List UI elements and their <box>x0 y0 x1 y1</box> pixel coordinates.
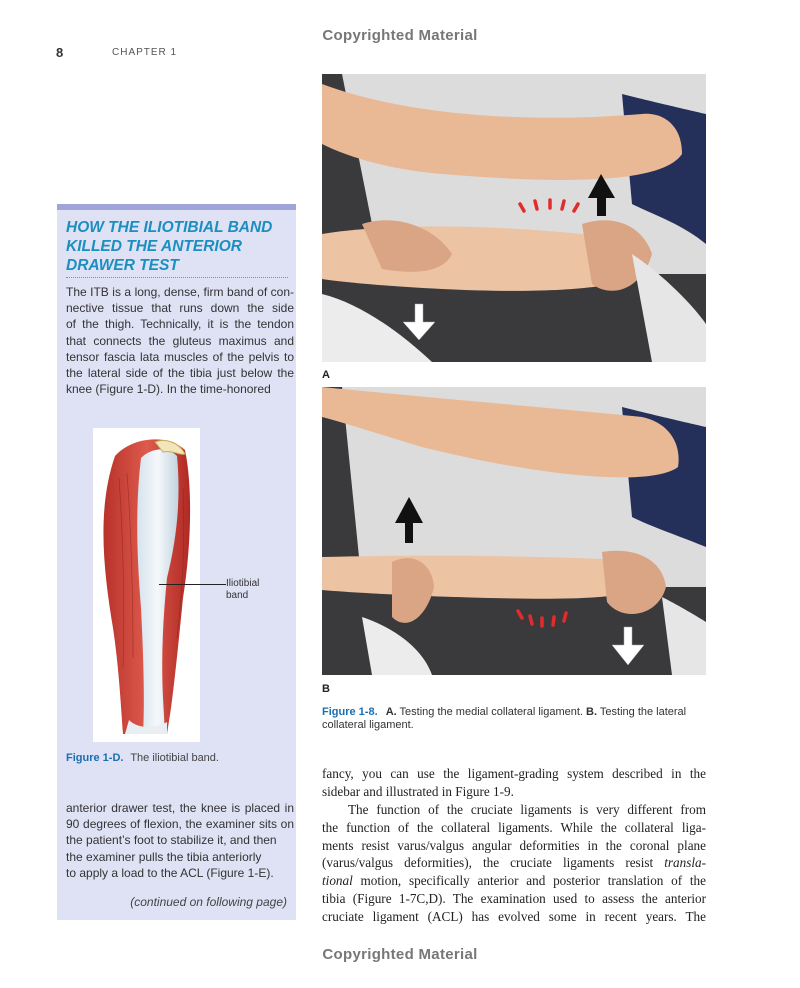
photo-lateral-collateral-test <box>322 387 706 675</box>
text-line: tibia (Figure 1-7C,D). The examination used to assess the anterior <box>322 890 706 906</box>
caption-a-letter: A. <box>385 706 397 718</box>
text-fragment: (varus/valgus deformities), the cruciate ligaments resist <box>322 855 654 871</box>
text-line: knee (Figure 1-D). In the time-honored <box>66 382 271 397</box>
text-line <box>322 854 706 872</box>
panel-b-label: B <box>322 683 330 695</box>
sidebar-paragraph-continued <box>66 800 294 881</box>
italic-fragment: transla- <box>664 855 707 871</box>
figure-1-8-caption <box>322 706 706 732</box>
figure-1d-label: Figure 1-D. <box>66 752 124 764</box>
sidebar-box <box>57 204 296 920</box>
sidebar-top-bar <box>57 204 296 210</box>
text-line: the patient’s foot to stabilize it, and then <box>66 833 277 848</box>
text-line: that connects the gluteus maximus and <box>66 333 294 348</box>
callout-text-line: Iliotibial <box>226 578 260 589</box>
copyright-watermark-bottom: Copyrighted Material <box>322 946 478 963</box>
text-line: of the thigh. Technically, it is the tendon <box>66 317 294 332</box>
figure-1d-caption-text: The iliotibial band. <box>130 752 219 764</box>
italic-fragment: tional <box>322 873 353 889</box>
copyright-watermark-top: Copyrighted Material <box>322 27 478 44</box>
caption-a-text: Testing the medial collateral ligament. <box>399 706 583 718</box>
callout-text-line: band <box>226 590 249 601</box>
photo-medial-collateral-test <box>322 74 706 362</box>
text-line: sidebar and illustrated in Figure 1-9. <box>322 783 514 799</box>
figure-1-8-label: Figure 1-8. <box>322 706 378 718</box>
text-line: the examiner pulls the tibia anteriorly <box>66 849 262 864</box>
sidebar-divider <box>66 277 288 278</box>
text-fragment: motion, specifically anterior and posterior translation of the <box>360 873 706 889</box>
text-line: The ITB is a long, dense, firm band of con- <box>66 285 294 299</box>
text-line: 90 degrees of flexion, the examiner sits on <box>66 817 294 832</box>
figure-1d-caption <box>66 752 219 764</box>
text-line: tensor fascia lata muscles of the pelvis to <box>66 349 294 364</box>
text-line: ments resist varus/valgus angular deformities in the coronal plane <box>322 837 706 853</box>
text-line: to apply a load to the ACL (Figure 1-E). <box>66 865 274 880</box>
text-line: fancy, you can use the ligament-grading system described in the <box>322 766 706 781</box>
sidebar-paragraph <box>66 284 294 397</box>
iliotibial-band-illustration <box>93 428 200 742</box>
body-paragraph <box>322 765 706 801</box>
chapter-label: CHAPTER 1 <box>112 47 178 58</box>
body-paragraph <box>322 801 706 926</box>
continued-note: (continued on following page) <box>130 895 287 909</box>
panel-a-label: A <box>322 369 330 381</box>
text-line: nective tissue that runs down the side <box>66 301 294 316</box>
caption-b-letter: B. <box>586 706 598 718</box>
text-line: cruciate ligament (ACL) has evolved some in recent years. The <box>322 908 706 924</box>
text-line: the lateral side of the tibia just below the <box>66 366 294 381</box>
text-line: The function of the cruciate ligaments is very different from <box>348 802 706 817</box>
text-line: anterior drawer test, the knee is placed in <box>66 801 294 815</box>
text-line: the function of the collateral ligaments. While the collateral liga- <box>322 819 706 835</box>
text-line <box>322 872 706 890</box>
caption-b-text: Testing the lateral collateral ligament. <box>322 706 687 731</box>
sidebar-title: HOW THE ILIOTIBIAL BAND KILLED THE ANTERIOR DRAWER TEST <box>66 219 273 274</box>
iliotibial-band-callout <box>226 578 259 602</box>
callout-leader-line <box>159 584 226 585</box>
page-number: 8 <box>56 45 64 60</box>
